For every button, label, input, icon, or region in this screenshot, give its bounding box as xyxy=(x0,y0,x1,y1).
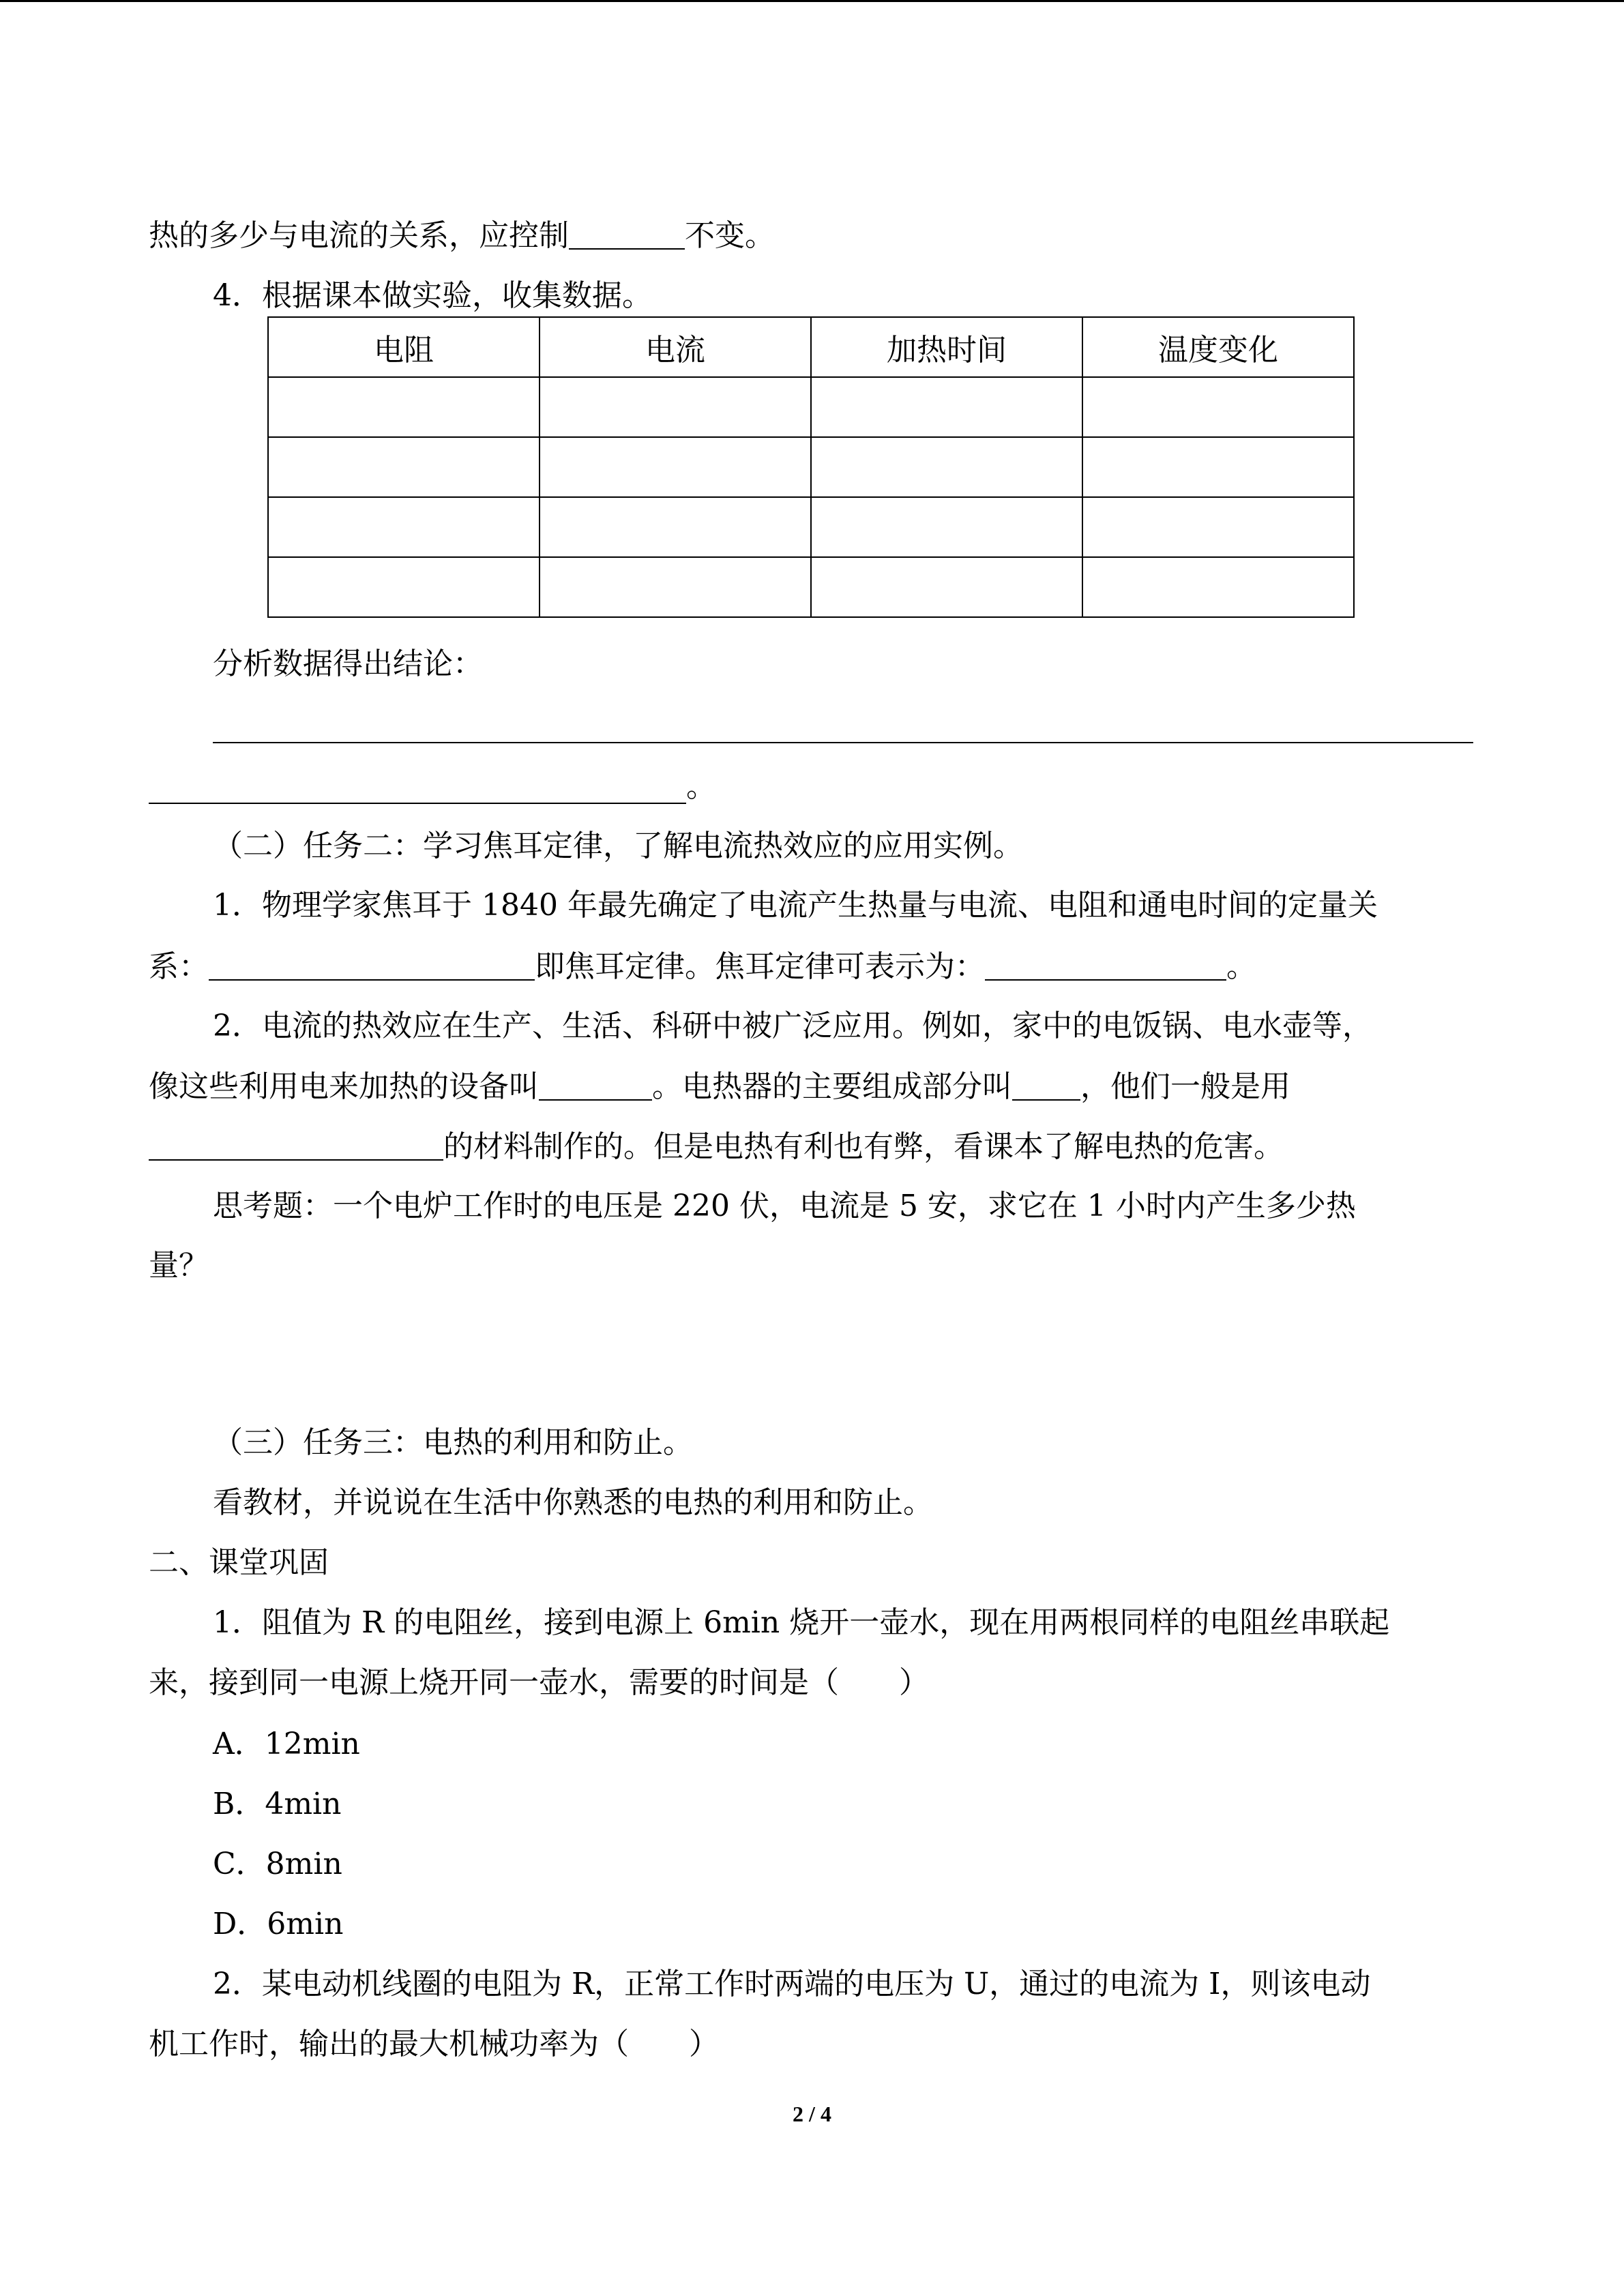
text-line xyxy=(149,1057,1486,1117)
text-line xyxy=(149,206,1486,266)
section-heading: 二、课堂巩固 xyxy=(149,1545,329,1580)
table-cell xyxy=(811,437,1082,497)
fill-blank xyxy=(539,1069,652,1101)
header-temperature-change: 温度变化 xyxy=(1082,317,1354,377)
text-line: 量？ xyxy=(149,1248,209,1283)
fill-blank xyxy=(149,1129,443,1161)
table-cell xyxy=(811,377,1082,437)
table-cell xyxy=(540,497,811,557)
option-a: A．12min xyxy=(213,1727,360,1761)
table-header-row xyxy=(268,317,1354,377)
fill-blank xyxy=(985,949,1226,981)
text-line xyxy=(149,1117,1486,1177)
text-segment: 即焦耳定律。焦耳定律可表示为： xyxy=(535,949,985,984)
question-text: 来，接到同一电源上烧开同一壶水，需要的时间是（ ） xyxy=(149,1665,929,1700)
table-cell xyxy=(268,497,540,557)
table-row xyxy=(268,497,1354,557)
text-segment: 像这些利用电来加热的设备叫 xyxy=(149,1069,539,1104)
table-row xyxy=(268,557,1354,617)
text-line: 1．物理学家焦耳于 1840 年最先确定了电流产生热量与电流、电阻和通电时间的定量关 xyxy=(213,888,1378,923)
question-text: 机工作时，输出的最大机械功率为（ ） xyxy=(149,2027,719,2061)
table-cell xyxy=(811,497,1082,557)
header-current: 电流 xyxy=(540,317,811,377)
section-heading: （三）任务三：电热的利用和防止。 xyxy=(213,1425,693,1460)
table-cell xyxy=(1082,437,1354,497)
text-segment: 的材料制作的。但是电热有利也有弊，看课本了解电热的危害。 xyxy=(443,1129,1284,1164)
table-cell xyxy=(1082,557,1354,617)
section-heading: （二）任务二：学习焦耳定律，了解电流热效应的应用实例。 xyxy=(213,829,1023,863)
text-segment: 系： xyxy=(149,949,209,984)
text-line: 。 xyxy=(686,769,716,804)
table-cell xyxy=(811,557,1082,617)
text-line: 看教材，并说说在生活中你熟悉的电热的利用和防止。 xyxy=(213,1485,933,1520)
table-row xyxy=(268,377,1354,437)
table-cell xyxy=(268,557,540,617)
page-number: 2 / 4 xyxy=(793,2102,831,2126)
fill-blank xyxy=(1012,1069,1080,1101)
text-line: 思考题：一个电炉工作时的电压是 220 伏，电流是 5 安，求它在 1 小时内产生多少热 xyxy=(213,1189,1356,1223)
table-cell xyxy=(540,557,811,617)
task-item-4: 4．根据课本做实验，收集数据。 xyxy=(213,278,652,313)
data-table xyxy=(267,316,1355,618)
table-cell xyxy=(1082,377,1354,437)
page-top-border xyxy=(0,0,1624,2)
header-resistance: 电阻 xyxy=(268,317,540,377)
text-segment: 不变。 xyxy=(685,218,775,253)
table-cell xyxy=(1082,497,1354,557)
table-cell xyxy=(268,377,540,437)
text-segment: 热的多少与电流的关系，应控制 xyxy=(149,218,569,253)
text-segment: 。 xyxy=(1226,949,1256,984)
table-cell xyxy=(268,437,540,497)
option-d: D．6min xyxy=(213,1907,344,1941)
question-text: 2．某电动机线圈的电阻为 R，正常工作时两端的电压为 U，通过的电流为 I，则该电动 xyxy=(213,1967,1371,2001)
text-segment: ，他们一般是用 xyxy=(1080,1069,1290,1104)
table-cell xyxy=(540,377,811,437)
option-c: C．8min xyxy=(213,1847,342,1881)
table-row xyxy=(268,437,1354,497)
header-heating-time: 加热时间 xyxy=(811,317,1082,377)
answer-line xyxy=(213,742,1473,743)
question-text: 1．阻值为 R 的电阻丝，接到电源上 6min 烧开一壶水，现在用两根同样的电阻丝串联起 xyxy=(213,1605,1390,1640)
text-line xyxy=(149,937,1486,997)
option-b: B．4min xyxy=(213,1787,342,1821)
text-segment: 。电热器的主要组成部分叫 xyxy=(652,1069,1012,1104)
table-cell xyxy=(540,437,811,497)
text-line: 2．电流的热效应在生产、生活、科研中被广泛应用。例如，家中的电饭锅、电水壶等， xyxy=(213,1009,1372,1043)
fill-blank xyxy=(209,949,535,981)
fill-blank xyxy=(569,218,685,250)
conclusion-label: 分析数据得出结论： xyxy=(213,646,483,681)
answer-line xyxy=(149,803,686,804)
